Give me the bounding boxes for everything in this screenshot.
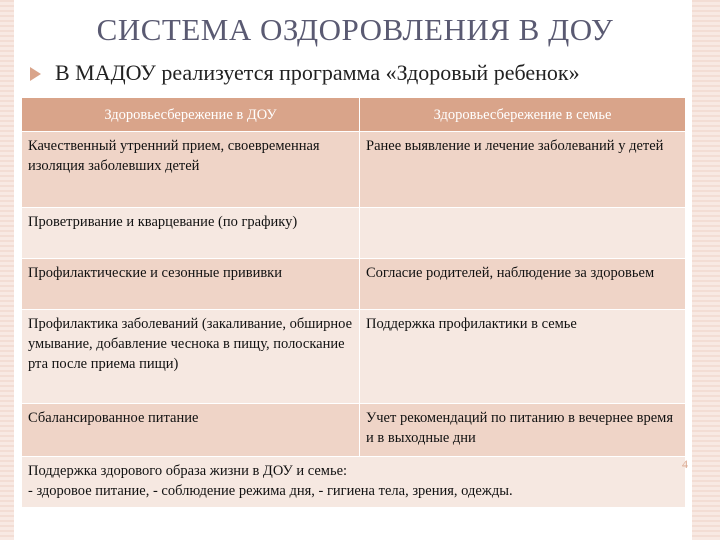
subtitle-line — [30, 60, 580, 86]
table-cell: Учет рекомендаций по питанию в вечернее время и в выходные дни — [359, 404, 685, 456]
table-cell: Согласие родителей, наблюдение за здоровьем — [359, 259, 685, 309]
footer-line-2: - здоровое питание, - соблюдение режима дня, - гигиена тела, зрения, одежды. — [28, 483, 513, 499]
table-cell: Качественный утренний прием, своевременная изоляция заболевших детей — [28, 138, 320, 174]
table-row — [22, 309, 685, 403]
table-header-kindergarten: Здоровьесбережение в ДОУ — [104, 107, 277, 123]
table-header-row — [22, 98, 685, 131]
subtitle-text: В МАДОУ реализуется программа «Здоровый ребенок» — [55, 60, 580, 85]
table-row — [22, 207, 685, 258]
table-cell: Сбалансированное питание — [28, 410, 199, 426]
left-decorative-band — [0, 0, 14, 540]
table-header-family: Здоровьесбережение в семье — [359, 98, 685, 131]
table-cell: Проветривание и кварцевание (по графику) — [28, 214, 298, 230]
table-cell: Ранее выявление и лечение заболеваний у детей — [359, 132, 685, 207]
table-footer-row — [22, 456, 685, 507]
table-cell — [359, 208, 685, 258]
health-system-table — [22, 98, 685, 507]
footer-line-1: Поддержка здорового образа жизни в ДОУ и семье: — [28, 463, 348, 479]
right-decorative-band — [692, 0, 720, 540]
page-number: 4 — [682, 457, 688, 471]
table-row — [22, 131, 685, 207]
bullet-arrow-icon — [30, 67, 41, 81]
slide-title: СИСТЕМА ОЗДОРОВЛЕНИЯ В ДОУ — [96, 12, 614, 47]
table-cell: Профилактические и сезонные прививки — [28, 265, 282, 281]
table-row — [22, 258, 685, 309]
table-cell: Профилактика заболеваний (закаливание, обширное умывание, добавление чеснока в пищу, полоскание рта после приема пищи) — [28, 316, 352, 372]
table-row — [22, 403, 685, 456]
table-footer-cell — [22, 457, 685, 507]
table-cell: Поддержка профилактики в семье — [359, 310, 685, 403]
